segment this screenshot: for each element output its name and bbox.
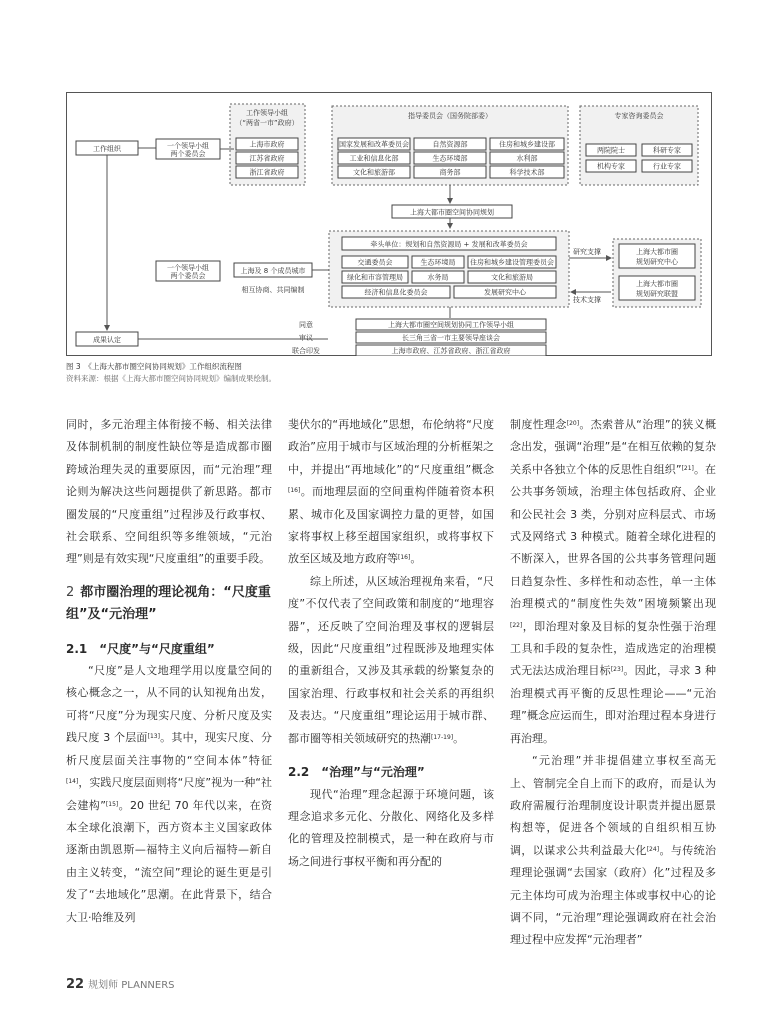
expert-3: 行业专家 <box>653 162 681 171</box>
ref-17-19: [17-19] <box>431 733 454 741</box>
ref-20: [20] <box>566 420 580 427</box>
ministry-2: 住房和城乡建设部 <box>499 140 555 149</box>
ministry-3: 工业和信息化部 <box>349 154 399 163</box>
government-0: 上海市政府 <box>249 140 285 149</box>
step-item-2: 上海市政府、江苏省政府、浙江省政府 <box>391 347 511 355</box>
section-2-number: 2 <box>66 584 75 600</box>
government-2: 浙江省政府 <box>249 168 285 177</box>
center-0-line-1: 上海大都市圈 <box>636 248 678 256</box>
center-0-line-2: 规划研究中心 <box>636 258 678 266</box>
flowchart-figure <box>66 92 712 356</box>
result-label: 成果认定 <box>93 336 121 344</box>
tech-support-label: 技术支撑 <box>573 296 601 304</box>
step-item-0: 上海大都市圈空间规划协同工作领导小组 <box>388 321 514 329</box>
ministry-4: 生态环境部 <box>432 154 468 163</box>
column-1 <box>66 414 272 929</box>
ministry-5: 水利部 <box>516 154 538 163</box>
section-2-1-heading <box>66 638 272 660</box>
section-2-1-title: “尺度”与“尺度重组” <box>99 641 215 656</box>
page-number: 22 <box>66 977 85 992</box>
ministry-1: 自然资源部 <box>432 140 468 149</box>
ref-15: [15] <box>105 800 119 808</box>
page-footer <box>66 976 175 992</box>
cities-label: 上海及 8 个成员城市 <box>240 267 306 275</box>
unit-7: 发展研究中心 <box>484 288 526 297</box>
figure-caption: 图 3 《上海大都市圈空间协同规划》工作组织流程图 <box>66 362 242 371</box>
section-2-heading <box>66 582 272 627</box>
work-group-label: 工作组织 <box>93 145 121 153</box>
research-support-label: 研究支撑 <box>573 248 601 256</box>
unit-1: 生态环境局 <box>420 258 456 267</box>
col3-paragraph-1: 制度性理念[20]。杰索普从“治理”的狭义概念出发，强调“治理”是“在相互依赖的复杂关系中各独立个体的反思性自组织”[21]。在公共事务领域，治理主体包括政府、企业和公民社会 3 类，分别对应科层式、市场式及网络式 3 种模式。随着全球化进程的不断深入，世界各国的公共事务管理问题日趋复杂性、多样性和动态性，单一主体治理模式的“制度性失效”困境频繁出现[22]，即治理对象及目标的复杂性强于治理工具和手段的复杂性，造成选定的治理模式无法达成治理目标[23]。因此，寻求 3 种治理模式再平衡的反思性理论——“元治理”概念应运而生，即对治理过程本身进行再治理。 <box>510 418 717 745</box>
expert-2: 机构专家 <box>597 162 625 171</box>
expert-1: 科研专家 <box>653 146 681 155</box>
ref-16b: [16] <box>398 554 411 562</box>
section-2-2-number: 2.2 <box>288 765 310 780</box>
ref-13: [13] <box>147 733 160 741</box>
section-2-2-heading <box>288 761 494 783</box>
unit-6: 经济和信息化委员会 <box>364 288 428 297</box>
col2-paragraph-3: 现代“治理”理念起源于环境问题，该理念追求多元化、分散化、网络化及多样化的管理及控制模式，是一种在政府与市场之间进行事权平衡和再分配的 <box>288 787 494 868</box>
step-0: 同意 <box>299 321 313 329</box>
center-1-line-2: 规划研究联盟 <box>636 290 678 298</box>
unit-2: 住房和城乡建设管理委员会 <box>470 258 554 267</box>
ministry-6: 文化和旅游部 <box>353 168 395 177</box>
unit-3: 绿化和市容管理局 <box>347 273 403 282</box>
experts-title: 专家咨询委员会 <box>614 112 664 120</box>
ref-16: [16] <box>288 487 301 495</box>
lead-group-top-2: 两个委员会 <box>170 150 206 158</box>
ref-21: [21] <box>681 464 694 472</box>
ref-22: [22] <box>510 621 523 629</box>
step-2: 联合印发 <box>292 347 320 355</box>
journal-name: 规划师 PLANNERS <box>88 980 175 991</box>
col1-paragraph-1: 同时，多元治理主体衔接不畅、相关法律及体制机制的制度性缺位等是造成都市圈跨域治理失灵的重要原因，而“元治理”理论则为解决这些问题提供了新思路。都市圈发展的“尺度重组”过程涉及行政事权、社会联系、空间组织等多维领域，“元治理”则是有效实现“尺度重组”的重要手段。 <box>66 418 272 566</box>
ref-23: [23] <box>610 666 624 674</box>
coord-label: 相互协商、共同编制 <box>241 286 305 294</box>
unit-0: 交通委员会 <box>357 258 393 267</box>
col3-paragraph-2: “元治理”并非提倡建立事权至高无上、管制完全自上而下的政府，而是认为政府需履行治理制度设计职责并提出愿景构想等，促进各个领域的自组织相互协调，以谋求公共利益最大化[24]。与传统治理理论强调“去国家（政府）化”过程及多元主体均可成为治理主体或事权中心的论调不同，“元治理”理论强调政府在社会治理过程中应发挥“元治理者” <box>510 754 717 947</box>
ref-14: [14] <box>66 778 79 786</box>
unit-5: 文化和旅游局 <box>491 273 533 282</box>
plan-label: 上海大都市圈空间协同规划 <box>410 208 494 217</box>
unit-4: 水务局 <box>427 273 449 282</box>
step-1: 审议 <box>299 334 313 342</box>
ministry-7: 商务部 <box>439 168 461 177</box>
column-3 <box>510 414 716 952</box>
figure-source: 资料来源：根据《上海大都市圈空间协同规划》编制成果绘制。 <box>66 374 276 383</box>
section-2-2-title: “治理”与“元治理” <box>321 765 425 780</box>
col2-paragraph-1: 斐伏尔的“再地域化”思想，布伦纳将“尺度政治”应用于城市与区域治理的分析框架之中，并提出“再地域化”的“尺度重组”概念[16]。而地理层面的空间重构伴随着资本积累、城市化及国家调控力量的更替，如国家将事权上移至超国家组织，或将事权下放至区域及地方政府等[16]。 <box>288 418 494 566</box>
ministry-8: 科学技术部 <box>509 168 545 177</box>
lead-group-top-1: 一个领导小组 <box>167 142 209 150</box>
ministry-0: 国家发展和改革委员会 <box>339 140 409 149</box>
leaders-title-2: （“两省一市”政府） <box>235 119 299 127</box>
section-2-1-number: 2.1 <box>66 641 88 656</box>
government-1: 江苏省政府 <box>249 154 285 163</box>
expert-0: 两院院士 <box>597 146 625 155</box>
lead-unit-label: 牵头单位：规划和自然资源局 + 发展和改革委员会 <box>370 240 528 249</box>
step-item-1: 长三角三省一市主要领导座谈会 <box>402 334 500 342</box>
col2-paragraph-2: 综上所述，从区域治理视角来看，“尺度”不仅代表了空间政策和制度的“地理容器”，还反映了空间治理及事权的逻辑层级，因此“尺度重组”过程既涉及地理实体的重新组合，又涉及其承载的纷繁复杂的国家治理、行政事权和社会关系的再组织及表达。“尺度重组”理论运用于城市群、都市圈等相关领域研究的热潮[17-19]。 <box>288 574 494 745</box>
lead-group-bot-1: 一个领导小组 <box>167 264 209 272</box>
lead-group-bot-2: 两个委员会 <box>170 272 206 280</box>
col1-paragraph-2: “尺度”是人文地理学用以度量空间的核心概念之一，从不同的认知视角出发，可将“尺度”分为现实尺度、分析尺度及实践尺度 3 个层面[13]。其中，现实尺度、分析尺度层面关注事物的“空间本体”特征[14]，实践尺度层面则将“尺度”视为一种“社会建构”[15]。20 世纪 70 年代以来，在资本全球化浪潮下，西方资本主义国家政体逐渐由凯恩斯—福特主义向后福特—新自由主义转变，“流空间”理论的诞生更是引发了“去地域化”思潮。在此背景下，结合大卫·哈维及列 <box>66 664 273 924</box>
center-1-line-1: 上海大都市圈 <box>636 280 678 288</box>
leaders-title-1: 工作领导小组 <box>246 109 288 117</box>
section-2-title: 都市圈治理的理论视角：“尺度重组”及“元治理” <box>66 584 271 623</box>
ref-24: [24] <box>646 845 660 853</box>
column-2 <box>288 414 494 873</box>
guidance-title: 指导委员会（国务院部委） <box>408 112 492 120</box>
